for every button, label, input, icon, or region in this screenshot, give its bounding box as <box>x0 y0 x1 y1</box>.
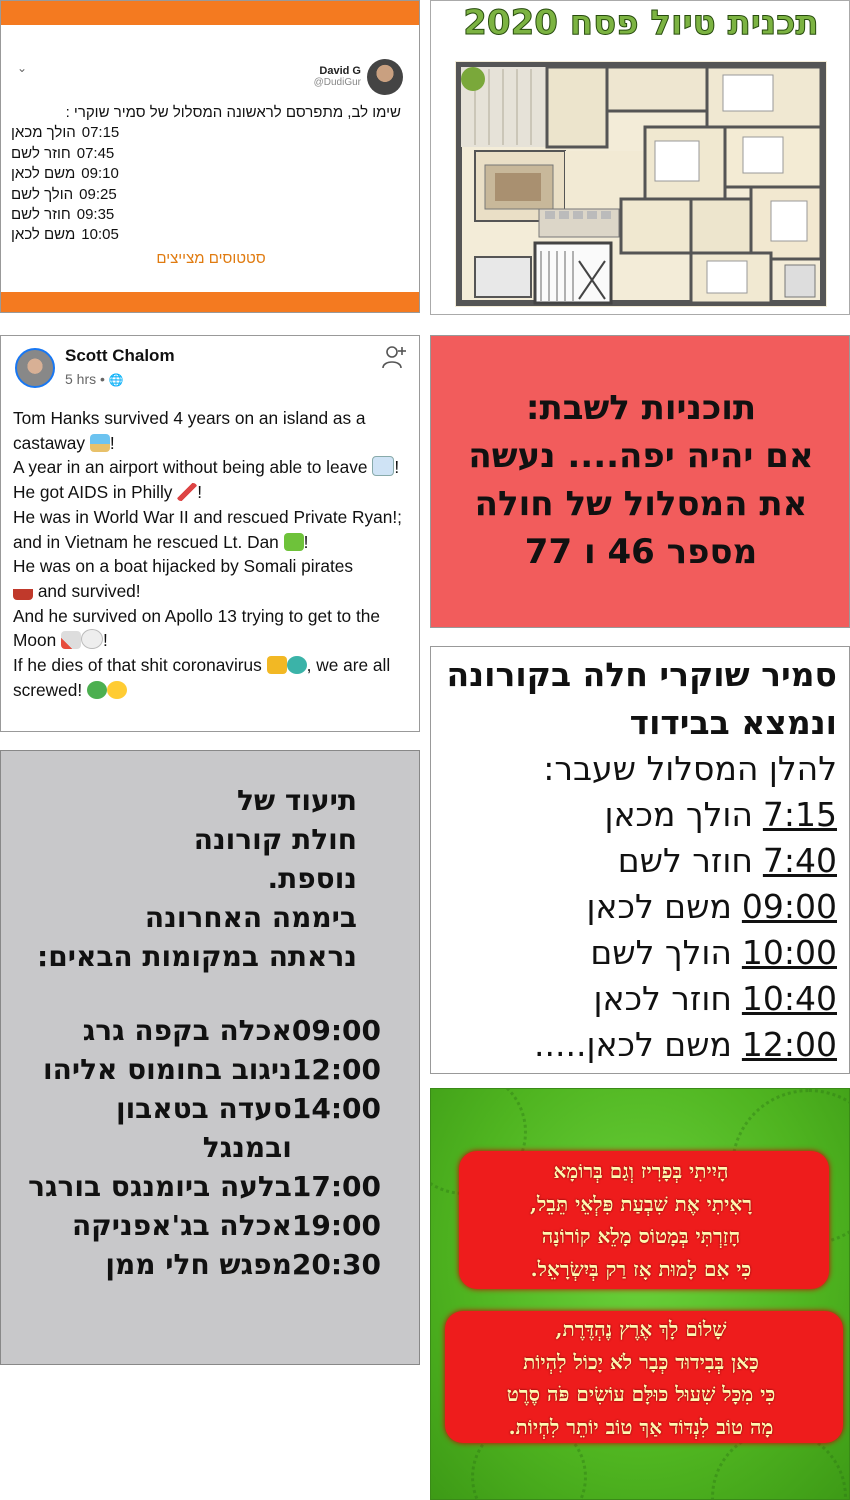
action-text: חוזר לשם <box>11 144 71 162</box>
tweet-route-row <box>11 123 401 143</box>
schedule-row <box>21 1050 381 1089</box>
time-value: 19:00 <box>291 1209 381 1242</box>
samir-heading <box>437 651 837 747</box>
red-plans-line: מספר 46 ו 77 <box>524 532 758 572</box>
poem-line: שָׁלוֹם לָךְ אֶרֶץ נֶהְדֶּרֶת, <box>555 1317 727 1341</box>
bottom-orange-bar <box>1 292 419 312</box>
red-plans-text <box>431 384 850 576</box>
time-value: 7:40 <box>762 841 837 880</box>
action-text: חוזר לכאן <box>593 979 732 1018</box>
samir-route-row <box>430 792 837 838</box>
tweet-route-row <box>11 225 401 245</box>
samir-subheading: להלן המסלול שעבר: <box>543 749 837 788</box>
poem-stanza <box>431 1155 850 1285</box>
add-friend-icon[interactable] <box>381 344 407 370</box>
post-line: , we are all screwed! <box>13 655 391 700</box>
chevron-down-icon[interactable]: ⌄ <box>17 61 28 75</box>
globe-icon: 🌐 <box>108 373 124 387</box>
action-text: חוזר לשם <box>617 841 753 880</box>
action-text: משם לכאן..... <box>534 1025 732 1064</box>
tweet-footer: סטטוסים מצייצים <box>156 250 266 267</box>
action-text: חוזר לשם <box>11 206 71 224</box>
action-text: משם לכאן <box>11 226 76 244</box>
samir-route-row <box>430 1022 837 1068</box>
red-plans-panel <box>430 335 850 628</box>
time-value: 20:30 <box>291 1248 381 1281</box>
poem-line: חָזַרְתִּי בְּמָטוֹס מָלֵא קוֹרוֹנָה <box>541 1224 741 1248</box>
floorplan-image <box>455 61 827 307</box>
tweet-user[interactable] <box>314 65 361 88</box>
post-author-name[interactable]: Scott Chalom <box>65 346 175 365</box>
action-text: אכלה בקפה גרג <box>82 1014 292 1047</box>
action-text: משם לכאן <box>586 887 732 926</box>
action-text: הולך מכאן <box>11 124 76 142</box>
post-line: and survived! <box>37 580 141 601</box>
time-value: 09:35 <box>76 206 115 224</box>
time-value: 07:15 <box>81 124 120 142</box>
action-text: בלעה ביומנגס בורגר <box>28 1170 292 1203</box>
post-line: Tom Hanks survived 4 years on an island as a castaway <box>13 408 366 453</box>
action-text: הולך לשם <box>11 185 74 203</box>
tweet-body <box>11 103 401 246</box>
action-text: משם לכאן <box>11 165 76 183</box>
time-value: 17:00 <box>291 1170 381 1203</box>
schedule-row <box>21 1167 381 1206</box>
post-line: A year in an airport without being able to leave <box>13 457 368 478</box>
red-plans-line: תוכניות לשבת: <box>525 388 757 428</box>
grey-note-panel <box>0 750 420 1365</box>
avatar[interactable] <box>367 59 403 95</box>
time-value: 09:25 <box>79 185 117 203</box>
island-icon <box>90 434 110 452</box>
samir-heading-line: ונמצא בבידוד <box>629 703 837 742</box>
avatar[interactable] <box>15 348 55 388</box>
poem-line: כִּי מִכָּל שִׁעוּל כּוּלָּם עוֹשִׂים פֹּה סֶרֶט <box>506 1382 776 1406</box>
samir-route-row <box>430 930 837 976</box>
grey-note-line: תיעוד של <box>236 784 357 817</box>
action-text: סעדה בטאבון ובמנגל <box>115 1092 292 1164</box>
tweet-route-row <box>11 185 401 205</box>
samir-route-panel <box>430 646 850 1074</box>
time-value: 09:00 <box>291 1014 381 1047</box>
grey-note-line: חולת קורונה <box>193 823 357 856</box>
grey-note-heading <box>27 781 357 976</box>
samir-route-row <box>430 884 837 930</box>
samir-heading-line: סמיר שוקרי חלה בקורונה <box>446 655 837 694</box>
schedule-row <box>21 1011 381 1050</box>
floorplan-title: תכנית טיול פסח 2020 <box>463 3 819 43</box>
poem-line: כָּאן בְּבִידוּד כְּבָר לֹא יָכוֹל לִהְיוֹת <box>523 1349 759 1374</box>
post-line: He was in World War II and rescued Private Ryan!; and in Vietnam he rescued Lt. Dan <box>13 506 402 552</box>
post-line: If he dies of that shit coronavirus <box>13 655 262 676</box>
samir-route-row <box>430 838 837 884</box>
time-value: 12:00 <box>291 1053 381 1086</box>
tweet-user-name: David G <box>319 65 361 77</box>
poem-line: רָאִיתִי אֶת שִׁבְעַת פִּלְאֵי תֵּבֵל, <box>529 1191 753 1216</box>
ship-icon <box>13 582 33 600</box>
action-text: אכלה בג'אפניקה <box>71 1209 292 1242</box>
grey-note-line: נראתה במקומות הבאים: <box>37 940 357 973</box>
poem-stanza <box>431 1313 850 1443</box>
airplane-icon <box>372 456 394 476</box>
schedule-row <box>21 1206 381 1245</box>
laughing-icon <box>107 681 127 699</box>
schedule-row <box>21 1089 381 1167</box>
rocket-icon <box>61 631 81 649</box>
red-plans-line: את המסלול של חולה <box>474 484 808 524</box>
poem-line: כִּי אִם לָמוּת אָז רַק בְּיִשְׂרָאֵל. <box>530 1256 752 1281</box>
tweet-user-handle: @DudiGur <box>313 77 361 88</box>
red-plans-line: אם יהיה יפה.... נעשה <box>468 436 814 476</box>
samir-route-list <box>430 792 837 1068</box>
time-value: 12:00 <box>741 1025 837 1064</box>
tweet-panel <box>0 0 420 313</box>
green-poem-panel <box>430 1088 850 1500</box>
post-line: He was on a boat hijacked by Somali pirates <box>13 556 354 577</box>
top-orange-bar <box>1 1 419 25</box>
post-meta <box>65 371 124 387</box>
action-text: ניגוב בחומוס אליהו <box>42 1053 292 1086</box>
action-text: הולך לשם <box>590 933 732 972</box>
time-value: 10:05 <box>81 226 119 244</box>
time-value: 10:00 <box>741 933 837 972</box>
water-gun-icon <box>284 533 304 551</box>
grey-note-line: ביממה האחרונה <box>144 901 357 934</box>
grey-note-line: נוספת. <box>267 862 357 895</box>
moon-icon <box>81 629 103 649</box>
time-value: 07:45 <box>76 144 115 162</box>
time-value: 7:15 <box>762 795 837 834</box>
post-line: He got AIDS in Philly <box>13 482 173 503</box>
action-text: הולך מכאן <box>604 795 753 834</box>
syringe-icon <box>177 483 197 501</box>
post-text: Tom Hanks survived 4 years on an island as a castaway ! A year in an airport without being able to leave ! He got AIDS in Philly ! He was in World War II and rescued Private Ryan!; and in Vietnam he rescued Lt. Dan ! He was on a boat hijacked by Somali pirates and survived! And he survived on Apollo 13 trying to get to the Moon ! If he dies of that shit coronavirus , we are all screwed! <box>13 408 402 700</box>
scott-post-panel <box>0 335 420 732</box>
tweet-route-row <box>11 144 401 164</box>
post-line: And he survived on Apollo 13 trying to get to the Moon <box>13 605 380 651</box>
poem-line: הָיִיתִי בְּפָרִיז וְגַם בְּרוֹמָא <box>553 1159 729 1183</box>
face-icon <box>87 681 107 699</box>
action-text: מפגש חלי ממן <box>105 1248 292 1281</box>
post-timestamp: 5 hrs • <box>65 371 105 387</box>
tweet-intro: שימו לב, מתפרסם לראשונה המסלול של סמיר שוקרי : <box>65 104 401 121</box>
time-value: 09:10 <box>81 165 119 183</box>
virus-icon <box>287 656 307 674</box>
time-value: 10:40 <box>741 979 837 1018</box>
grey-note-schedule <box>21 1011 381 1284</box>
schedule-row <box>21 1245 381 1284</box>
samir-route-row <box>430 976 837 1022</box>
tweet-route-row <box>11 164 401 184</box>
time-value: 09:00 <box>741 887 837 926</box>
poem-line: מָה טוֹב לִנְדּוֹד אַךְ טוֹב יוֹתֵר לִחְיוֹת. <box>508 1414 774 1439</box>
tweet-route-row <box>11 205 401 225</box>
time-value: 14:00 <box>291 1092 381 1125</box>
floorplan-panel <box>430 0 850 315</box>
crown-icon <box>267 656 287 674</box>
